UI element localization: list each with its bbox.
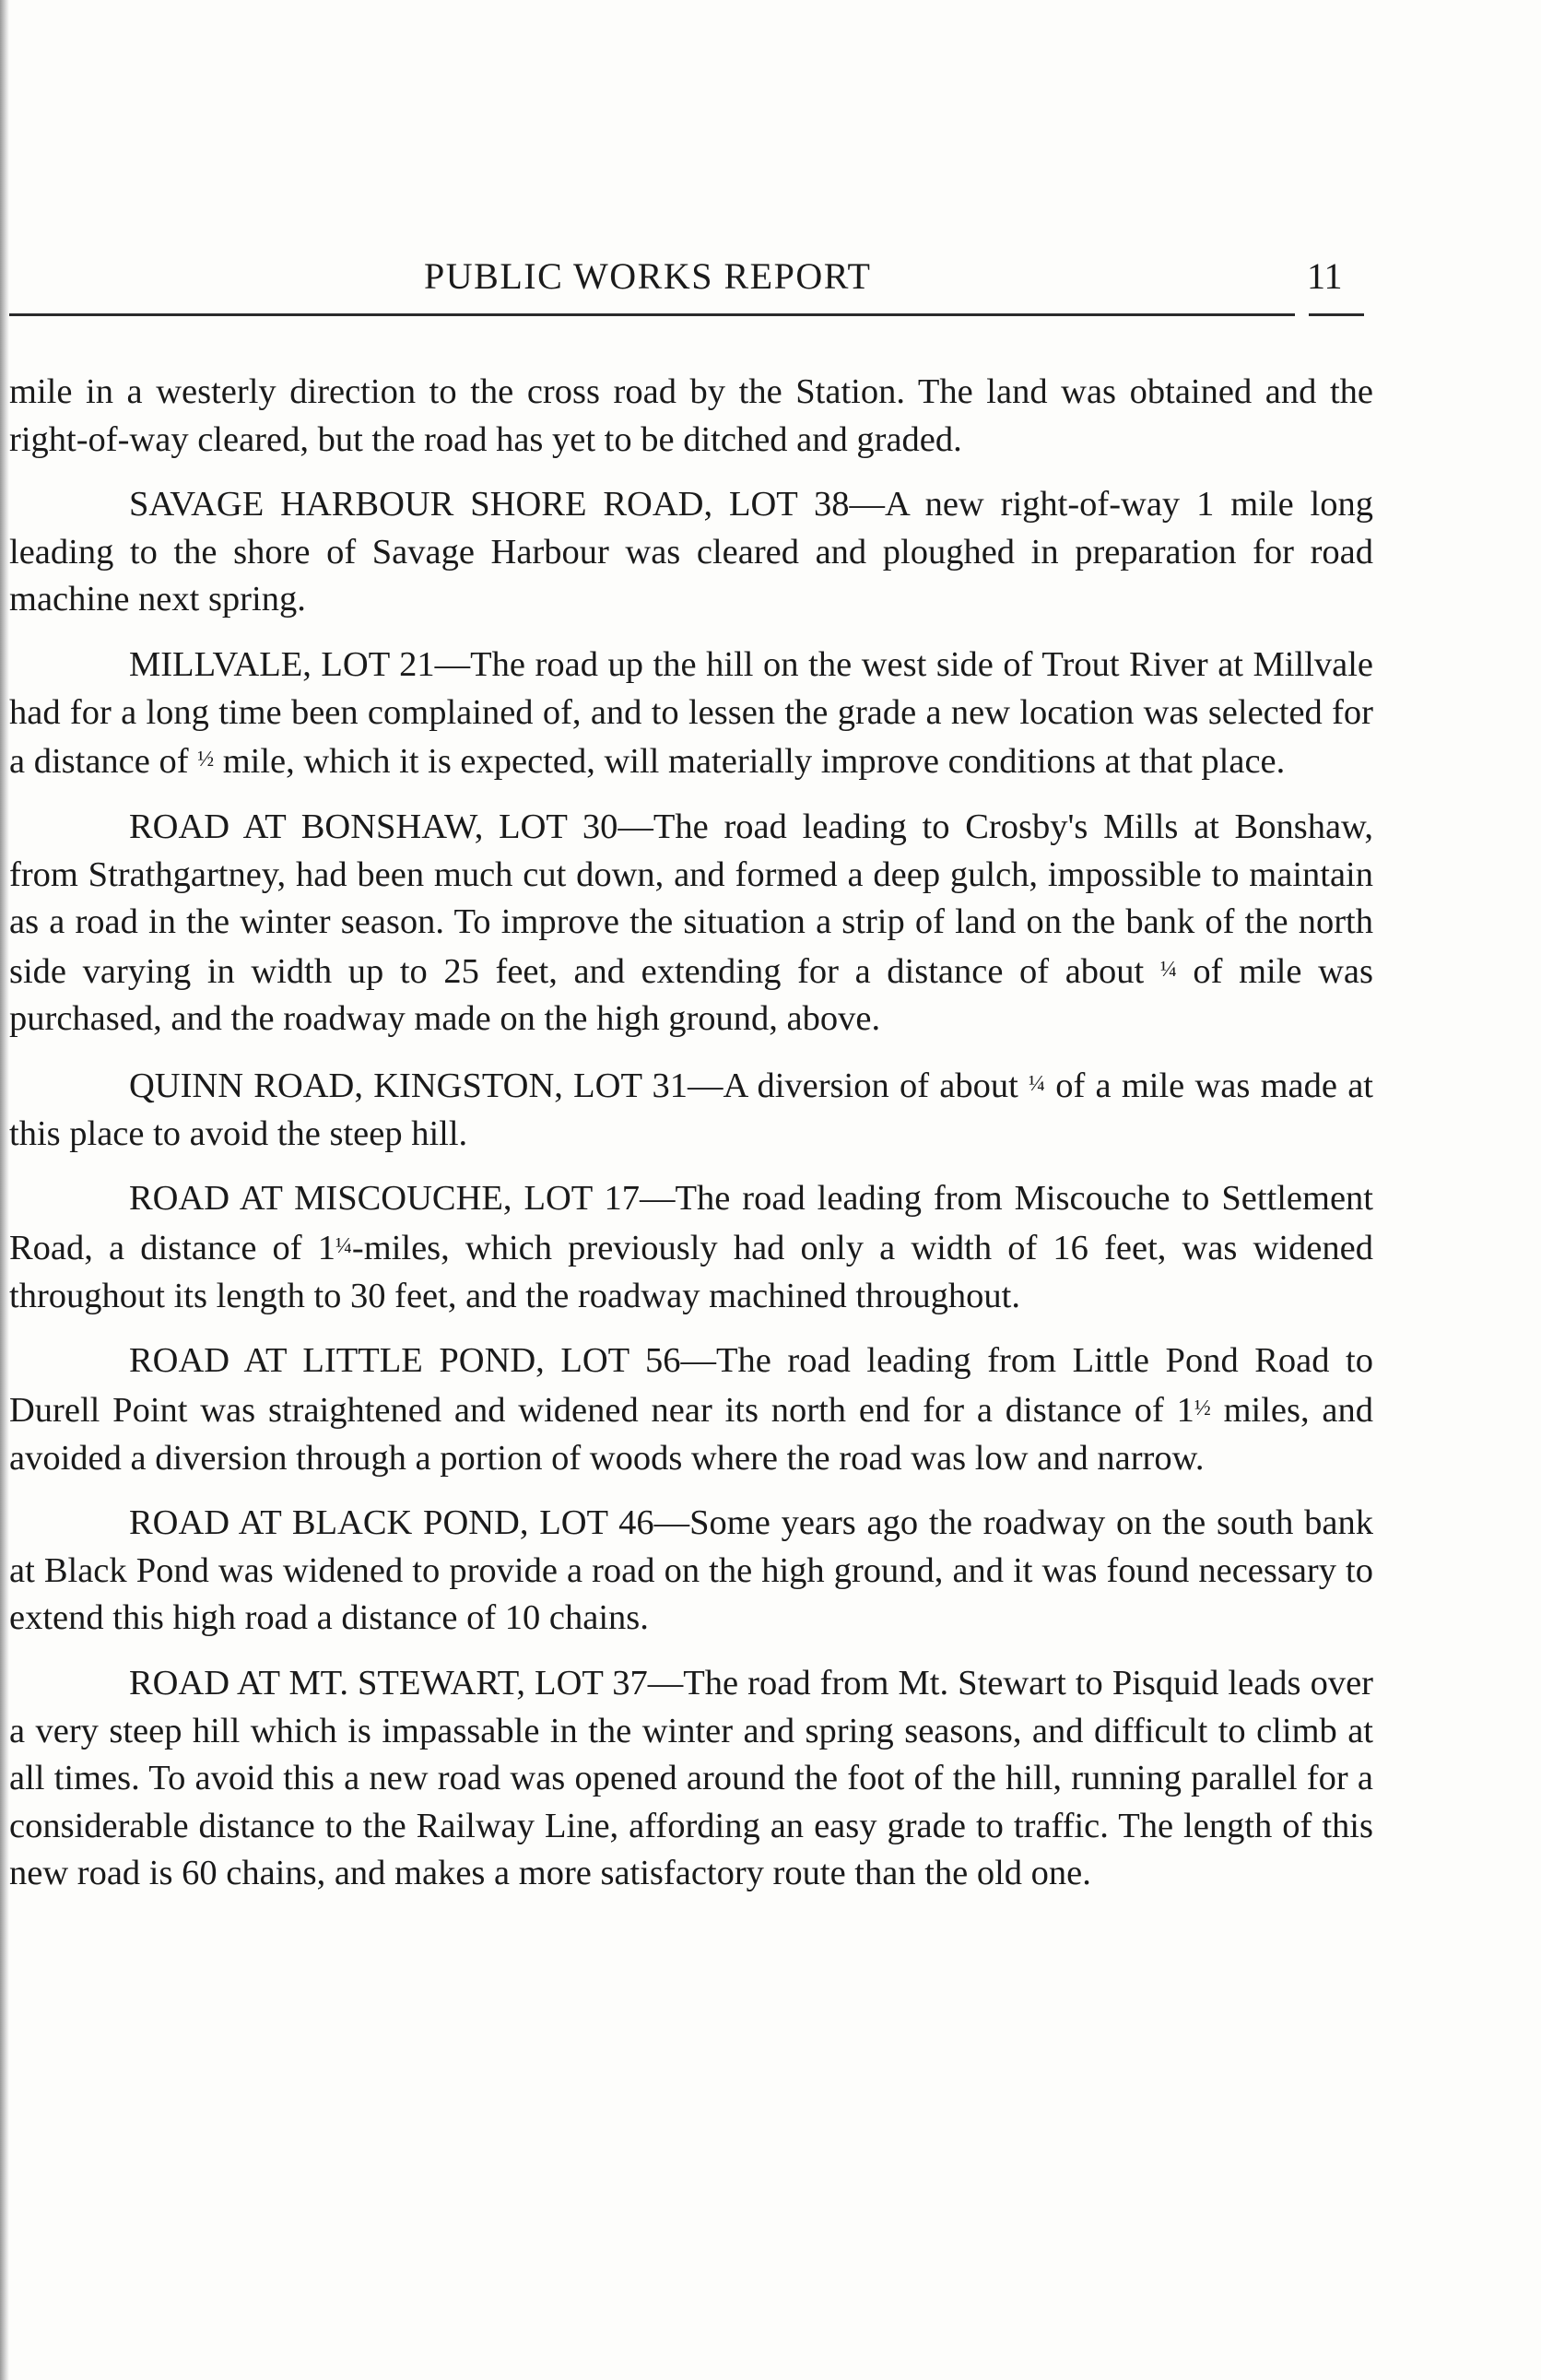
page-header	[0, 249, 1541, 304]
fraction: ¼	[1159, 957, 1177, 982]
paragraph-savage-harbour	[9, 481, 1373, 624]
paragraph-bonshaw	[9, 804, 1373, 1043]
page-number: 11	[1307, 255, 1343, 297]
paragraph-text: MILLVALE, LOT 21—The road up the hill on the west side of Trout River at Millvale had for a long time been complained of, and to lessen the grade a new location was selected for a distance of	[9, 644, 1373, 782]
page-number-underline	[1309, 313, 1364, 316]
paragraph-text: ROAD AT BONSHAW, LOT 30—The road leading to Crosby's Mills at Bonshaw, from Strathgartney, had been much cut down, and formed a deep gulch, impossible to maintain as a road in the winter season. To improve the situation a strip of land on the bank of the north side varying in width up to 25 feet, and extending for a distance of about	[9, 807, 1373, 991]
paragraph-text: SAVAGE HARBOUR SHORE ROAD, LOT 38—A new right-of-way 1 mile long leading to the shore of Savage Harbour was cleared and ploughed in preparation for road machine next spring.	[9, 485, 1373, 619]
paragraph-black-pond	[9, 1500, 1373, 1643]
running-title: PUBLIC WORKS REPORT	[424, 255, 872, 297]
header-rule	[9, 313, 1295, 316]
paragraph-text: ROAD AT LITTLE POND, LOT 56—The road leading from Little Pond Road to Durell Point was straightened and widened near its north end for a distance of 1	[9, 1341, 1373, 1431]
paragraph-little-pond	[9, 1337, 1373, 1482]
paragraph-text: of a mile was made at this place to avoid the steep hill.	[9, 1066, 1373, 1153]
page-binding-edge	[0, 0, 9, 2380]
fraction: ½	[1194, 1396, 1211, 1420]
paragraph-millvale	[9, 642, 1373, 786]
body-text	[9, 369, 1373, 1915]
paragraph-mt-stewart	[9, 1660, 1373, 1898]
paragraph-quinn-road	[9, 1061, 1373, 1158]
paragraph-text: ROAD AT MT. STEWART, LOT 37—The road from Mt. Stewart to Pisquid leads over a very steep hill which is impassable in the winter and spring seasons, and difficult to climb at all times. To avoid this a new road was opened around the foot of the hill, running parallel for a considerable distance to the Railway Line, affording an easy grade to traffic. The length of this new road is 60 chains, and makes a more satisfactory route than the old one.	[9, 1664, 1373, 1893]
paragraph-text: of mile was purchased, and the roadway made on the high ground, above.	[9, 951, 1373, 1039]
fraction: ½	[197, 748, 215, 772]
fraction: ¼	[1029, 1072, 1045, 1097]
paragraph-miscouche	[9, 1175, 1373, 1320]
paragraph-text: mile, which it is expected, will materially improve conditions at that place.	[214, 742, 1286, 782]
paragraph-text: ROAD AT MISCOUCHE, LOT 17—The road leading from Miscouche to Settlement Road, a distance of 1	[9, 1179, 1373, 1268]
paragraph-continuation	[9, 369, 1373, 464]
paragraph-text: ROAD AT BLACK POND, LOT 46—Some years ago the roadway on the south bank at Black Pond was widened to provide a road on the high ground, and it was found necessary to extend this high road a distance of 10 chains.	[9, 1503, 1373, 1638]
paragraph-text: mile in a westerly direction to the cross road by the Station. The land was obtained and the right-of-way cleared, but the road has yet to be ditched and graded.	[9, 372, 1373, 459]
paragraph-text: QUINN ROAD, KINGSTON, LOT 31—A diversion of about	[129, 1066, 1029, 1106]
fraction: ¼	[335, 1233, 352, 1258]
paragraph-text: miles, and avoided a diversion through a portion of woods where the road was low and narrow.	[9, 1391, 1373, 1478]
paragraph-text: -miles, which previously had only a width of 16 feet, was widened throughout its length to 30 feet, and the roadway machined throughout.	[9, 1229, 1373, 1315]
